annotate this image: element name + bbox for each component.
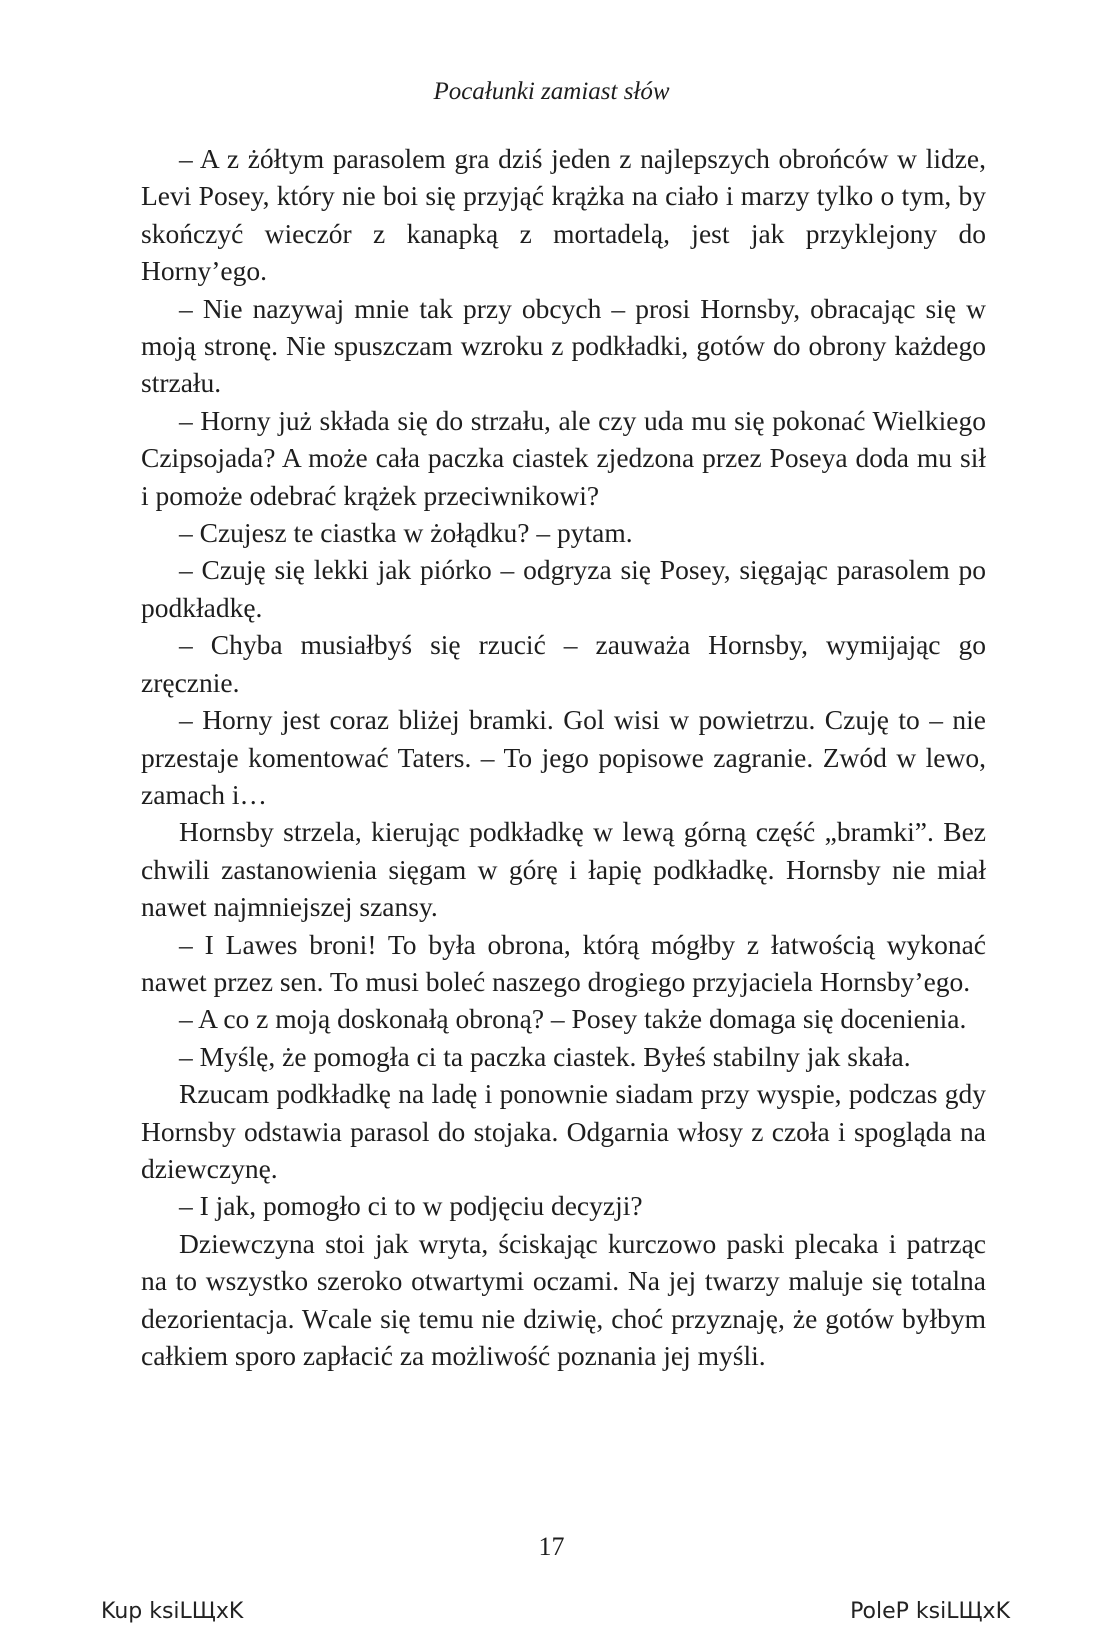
paragraph: – Chyba musiałbyś się rzucić – zauważa Hornsby, wymijając go zręcznie. — [141, 629, 986, 698]
paragraph: – Czujesz te ciastka w żołądku? – pytam. — [179, 517, 633, 549]
paragraph: – Myślę, że pomogła ci ta paczka ciastek. Byłeś stabilny jak skała. — [179, 1040, 911, 1072]
buy-book-link[interactable]: Kup ksiLЩxK — [101, 1599, 244, 1624]
paragraph: Rzucam podkładkę na ladę i ponownie siadam przy wyspie, podczas gdy Hornsby odstawia parasol do stojaka. Odgarnia włosy z czoła i spogląda na dziewczynę. — [141, 1078, 986, 1184]
page-number: 17 — [538, 1532, 565, 1561]
recommend-book-link[interactable]: PoleP ksiLЩxK — [850, 1599, 1010, 1624]
paragraph: – Horny jest coraz bliżej bramki. Gol wisi w powietrzu. Czuję to – nie przestaje komentować Taters. – To jego popisowe zagranie. Zwód w lewo, zamach i… — [141, 704, 986, 810]
paragraph: – A z żółtym parasolem gra dziś jeden z najlepszych obrońców w lidze, Levi Posey, który nie boi się przyjąć krążka na ciało i marzy tylko o tym, by skończyć wieczór z kanapką z mortadelą, jest jak przyklejony do Horny’ego. — [141, 143, 986, 287]
running-header: Pocałunki zamiast słów — [433, 78, 670, 105]
book-page-text — [141, 140, 986, 1374]
paragraph: – Czuję się lekki jak piórko – odgryza się Posey, sięgając parasolem po podkładkę. — [141, 554, 986, 623]
paragraph: – A co z moją doskonałą obroną? – Posey także domaga się docenienia. — [179, 1003, 967, 1035]
paragraph: – Horny już składa się do strzału, ale czy uda mu się pokonać Wielkiego Czipsojada? A może cała paczka ciastek zjedzona przez Poseya doda mu sił i pomoże odebrać krążek przeciwnikowi? — [141, 404, 986, 511]
paragraph: – Nie nazywaj mnie tak przy obcych – prosi Hornsby, obracając się w moją stronę. Nie spuszczam wzroku z podkładki, gotów do obrony każdego strzału. — [141, 292, 986, 399]
paragraph: Hornsby strzela, kierując podkładkę w lewą górną część „bramki”. Bez chwili zastanowienia sięgam w górę i łapię podkładkę. Hornsby nie miał nawet najmniejszej szansy. — [141, 816, 986, 923]
paragraph: Dziewczyna stoi jak wryta, ściskając kurczowo paski plecaka i patrząc na to wszystko szeroko otwartymi oczami. Na jej twarzy maluje się totalna dezorientacja. Wcale się temu nie dziwię, choć przyznaję, że gotów byłbym całkiem sporo zapłacić za możliwość poznania jej myśli. — [141, 1227, 986, 1371]
paragraph: – I Lawes broni! To była obrona, którą mógłby z łatwością wykonać nawet przez sen. To musi boleć naszego drogiego przyjaciela Hornsby’ego. — [141, 928, 986, 997]
paragraph: – I jak, pomogło ci to w podjęciu decyzji? — [179, 1190, 643, 1222]
